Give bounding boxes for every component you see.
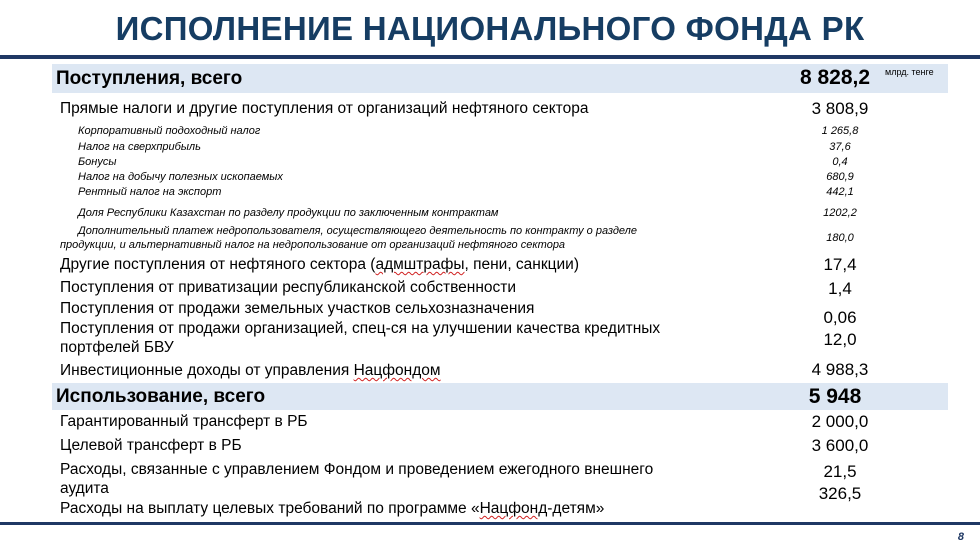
direct-taxes-value: 3 808,9: [811, 99, 869, 118]
land-sale-value: 0,06: [823, 308, 857, 327]
management-costs-label-line2: аудита: [60, 480, 109, 497]
management-costs-value: 21,5: [823, 462, 857, 481]
sub-item-value: 1 265,8: [821, 125, 859, 137]
sub-item-label: Рентный налог на экспорт: [78, 186, 222, 198]
top-divider: [0, 55, 980, 59]
privatization-label: Поступления от приватизации республиканской собственности: [60, 279, 517, 296]
target-transfer-value: 3 600,0: [811, 436, 869, 455]
usage-total-label: Использование, всего: [56, 386, 266, 407]
unit-label: млрд. тенге: [885, 67, 934, 77]
sub-item-label-line1: Дополнительный платеж недропользователя, осуществляющего деятельность по контракту о разделе: [78, 225, 637, 237]
sub-item-value: 0,4: [832, 156, 848, 168]
sub-item-value: 180,0: [826, 232, 854, 244]
guaranteed-transfer-value: 2 000,0: [811, 412, 869, 431]
sub-item-label: Бонусы: [78, 156, 117, 168]
other-oil-value: 17,4: [823, 255, 857, 274]
sub-item-value: 37,6: [829, 141, 851, 153]
management-costs-label-line1: Расходы, связанные с управлением Фондом и проведением ежегодного внешнего: [60, 461, 654, 478]
usage-total-value: 5 948: [808, 385, 862, 408]
sub-item-value: 680,9: [826, 171, 854, 183]
sub-item-value: 1202,2: [823, 207, 857, 219]
land-sale-label: Поступления от продажи земельных участков сельхозназначения: [60, 300, 535, 317]
investment-income-value: 4 988,3: [811, 360, 869, 379]
sub-item-value: 442,1: [826, 186, 854, 198]
target-transfer-label: Целевой трансферт в РБ: [60, 437, 242, 454]
page-number: 8: [957, 531, 964, 543]
sub-item-label: Налог на добычу полезных ископаемых: [78, 171, 283, 183]
page-title: ИСПОЛНЕНИЕ НАЦИОНАЛЬНОГО ФОНДА РК: [115, 10, 865, 47]
children-program-value: 326,5: [818, 484, 862, 503]
privatization-value: 1,4: [828, 279, 852, 298]
guaranteed-transfer-label: Гарантированный трансферт в РБ: [60, 413, 308, 430]
credit-portfolio-label-line1: Поступления от продажи организацией, спец-ся на улучшении качества кредитных: [60, 320, 661, 337]
children-program-label: Расходы на выплату целевых требований по программе «Нацфонд-детям»: [60, 500, 605, 517]
investment-income-label: Инвестиционные доходы от управления Нацфондом: [60, 362, 441, 379]
bottom-divider: [0, 522, 980, 525]
other-oil-label: Другие поступления от нефтяного сектора (адмштрафы, пени, санкции): [60, 256, 579, 273]
sub-item-label: Налог на сверхприбыль: [78, 141, 201, 153]
receipts-total-value: 8 828,2: [799, 66, 871, 89]
sub-item-label: Корпоративный подоходный налог: [78, 125, 261, 137]
credit-portfolio-label-line2: портфелей БВУ: [60, 339, 174, 356]
sub-item-label: Доля Республики Казахстан по разделу продукции по заключенным контрактам: [78, 207, 499, 219]
direct-taxes-label: Прямые налоги и другие поступления от организаций нефтяного сектора: [60, 100, 589, 117]
credit-portfolio-value: 12,0: [823, 330, 857, 349]
receipts-total-label: Поступления, всего: [56, 68, 243, 89]
sub-item-label-line2: продукции, и альтернативный налог на недропользование от организаций нефтяного сектора: [60, 239, 566, 251]
